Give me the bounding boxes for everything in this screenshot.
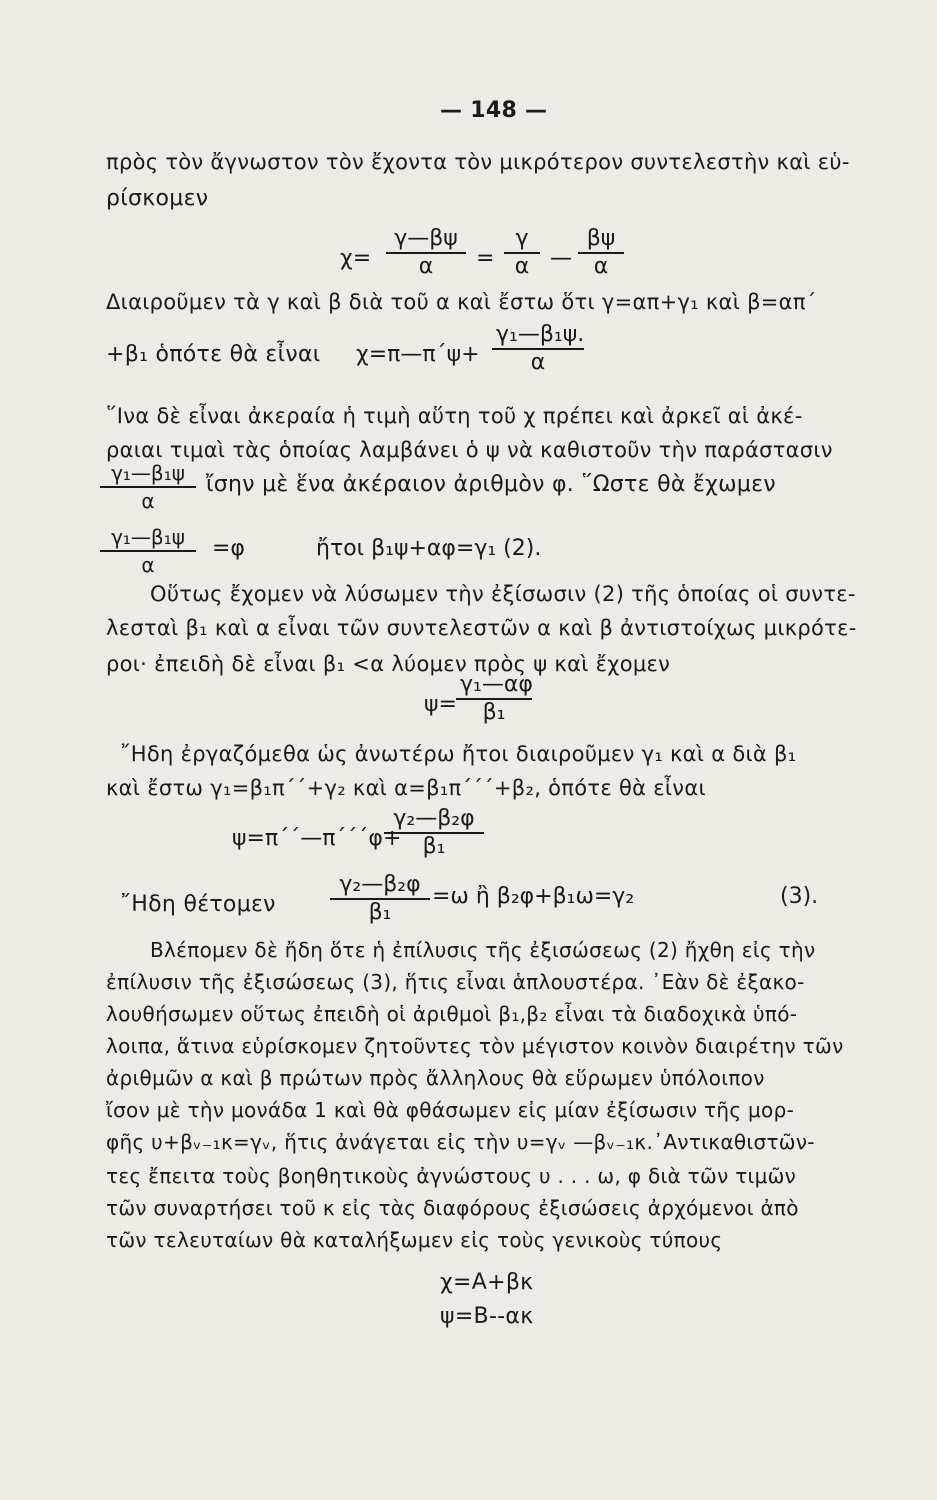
eq-lhs: ψ= <box>424 692 457 717</box>
denominator: α <box>141 489 155 513</box>
denominator: α <box>418 254 434 279</box>
text-line: τῶν τελευταίων θὰ καταλήξωμεν εἰς τοὺς γενικοὺς τύπους <box>106 1228 723 1252</box>
denominator: α <box>530 350 546 375</box>
denominator: β₁ <box>368 900 392 925</box>
equation-number: (3). <box>780 884 819 909</box>
fraction <box>504 226 540 280</box>
denominator: α <box>593 254 609 279</box>
text-line: ρίσκομεν <box>106 186 209 211</box>
text-line: ἤτοι β₁ψ+αφ=γ₁ (2). <box>316 536 542 561</box>
text-line: Διαιροῦμεν τὰ γ καὶ β διὰ τοῦ α καὶ ἔστω ὅτι γ=απ+γ₁ καὶ β=απ΄ <box>106 290 817 314</box>
fraction <box>386 226 466 280</box>
fraction <box>330 872 430 926</box>
text-line: λοιπα, ἅτινα εὑρίσκομεν ζητοῦντες τὸν μέγιστον κοινὸν διαιρέτην τῶν <box>106 1034 844 1058</box>
denominator: α <box>514 254 530 279</box>
text-line: φῆς υ+βᵥ₋₁κ=γᵥ, ἥτις ἀνάγεται εἰς τὴν υ=γᵥ —βᵥ₋₁κ.᾽Αντικαθιστῶν- <box>106 1130 815 1154</box>
text-line: Οὕτως ἔχομεν νὰ λύσωμεν τὴν ἐξίσωσιν (2) τῆς ὁποίας οἱ συντε- <box>150 582 856 606</box>
text-line: λεσταὶ β₁ καὶ α εἶναι τῶν συντελεστῶν α καὶ β ἀντιστοίχως μικρότε- <box>106 616 857 640</box>
numerator: γ₁—β₁ψ. <box>492 322 584 350</box>
numerator: γ <box>504 226 540 254</box>
text-line: ἐπίλυσιν τῆς ἐξισώσεως (3), ἥτις εἶναι ἁπλουστέρα. ᾽Εὰν δὲ ἐξακο- <box>106 970 805 994</box>
text-line: ραιαι τιμαὶ τὰς ὁποίας λαμβάνει ὁ ψ νὰ καθιστοῦν τὴν παράστασιν <box>106 438 833 462</box>
fraction <box>578 226 624 280</box>
fraction <box>100 524 196 578</box>
text-line: πρὸς τὸν ἄγνωστον τὸν ἔχοντα τὸν μικρότερον συντελεστὴν καὶ εὑ- <box>106 150 850 174</box>
eq-sign: = <box>476 246 495 271</box>
text-line: τες ἔπειτα τοὺς βοηθητικοὺς ἀγνώστους υ . . . ω, φ διὰ τῶν τιμῶν <box>106 1164 797 1188</box>
text-line: ῎Ηδη ἐργαζόμεθα ὡς ἀνωτέρω ἤτοι διαιροῦμεν γ₁ καὶ α διὰ β₁ <box>120 742 797 766</box>
numerator: γ₂—β₂φ <box>384 806 484 834</box>
eq-lhs: χ=π—π΄ψ+ <box>356 342 480 367</box>
text-line: ἴσην μὲ ἕνα ἀκέραιον ἀριθμὸν φ. ῞Ωστε θὰ ἔχωμεν <box>206 472 776 497</box>
page-number: — 148 — <box>440 98 548 123</box>
text-line: ροι· ἐπειδὴ δὲ εἶναι β₁ <α λύομεν πρὸς ψ καὶ ἔχομεν <box>106 652 671 676</box>
text-line: καὶ ἔστω γ₁=β₁π΄΄+γ₂ καὶ α=β₁π΄΄΄+β₂, ὁπότε θὰ εἶναι <box>106 776 706 800</box>
text-line: Βλέπομεν δὲ ἤδη ὅτε ἡ ἐπίλυσις τῆς ἐξισώσεως (2) ἤχθη εἰς τὴν <box>150 938 816 962</box>
eq-lhs: ψ=π΄΄—π΄΄΄φ+ <box>232 826 402 851</box>
numerator: γ₁—αφ <box>456 672 532 700</box>
text-line: ἀριθμῶν α καὶ β πρώτων πρὸς ἄλληλους θὰ εὕρωμεν ὑπόλοιπον <box>106 1066 765 1090</box>
fraction <box>456 672 532 726</box>
denominator: α <box>141 553 155 577</box>
eq-rhs: =φ <box>212 536 245 561</box>
numerator: γ₁—β₁ψ <box>100 460 196 488</box>
denominator: β₁ <box>422 834 446 859</box>
numerator: γ₁—β₁ψ <box>100 524 196 552</box>
text-line: ῎Ηδη θέτομεν <box>120 892 276 917</box>
general-formula-y: ψ=Β--ακ <box>440 1304 534 1329</box>
eq-lhs: χ= <box>340 246 372 271</box>
text-line: τῶν συναρτήσει τοῦ κ εἰς τὰς διαφόρους ἐξισώσεις ἀρχόμενοι ἀπὸ <box>106 1196 799 1220</box>
minus-sign: — <box>550 246 572 271</box>
fraction <box>384 806 484 860</box>
fraction <box>100 460 196 514</box>
numerator: γ—βψ <box>386 226 466 254</box>
text-line: ῞Ινα δὲ εἶναι ἀκεραία ἡ τιμὴ αὕτη τοῦ χ πρέπει καὶ ἀρκεῖ αἱ ἀκέ- <box>106 404 803 428</box>
fraction <box>492 322 584 376</box>
text-line: λουθήσωμεν οὕτως ἐπειδὴ οἱ ἀριθμοὶ β₁,β₂ εἶναι τὰ διαδοχικὰ ὑπό- <box>106 1002 798 1026</box>
denominator: β₁ <box>482 700 506 725</box>
eq-rhs: =ω ἢ β₂φ+β₁ω=γ₂ <box>432 884 635 909</box>
numerator: βψ <box>578 226 624 254</box>
numerator: γ₂—β₂φ <box>330 872 430 900</box>
general-formula-x: χ=Α+βκ <box>440 1270 534 1295</box>
text-line: ἴσον μὲ τὴν μονάδα 1 καὶ θὰ φθάσωμεν εἰς μίαν ἐξίσωσιν τῆς μορ- <box>106 1098 795 1122</box>
text-line: +β₁ ὁπότε θὰ εἶναι <box>106 342 321 367</box>
